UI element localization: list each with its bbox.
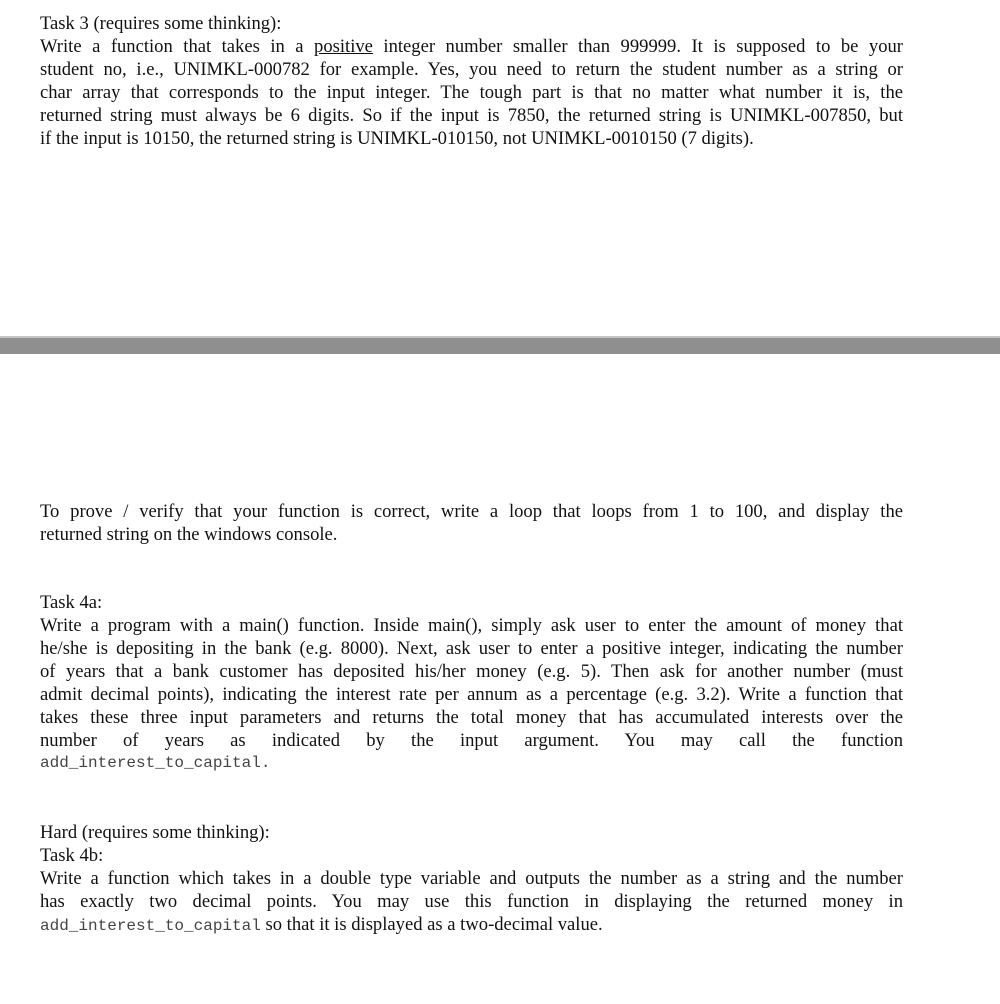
task4b-section	[40, 821, 903, 936]
task3-continued-section	[40, 500, 903, 546]
task4b-heading: Task 4b:	[40, 845, 104, 866]
task4a-line-1: Write a program with a main() function. Inside main(), simply ask user to enter the amount of money that	[40, 615, 903, 636]
task4b-heading-hard: Hard (requires some thinking):	[40, 822, 270, 843]
task4a-line-5: takes these three input parameters and returns the total money that has accumulated interests over the	[40, 707, 903, 728]
task4a-section	[40, 591, 903, 775]
task3-line-1-pre: Write a function that takes in a	[40, 36, 315, 57]
task3-line-4: returned string must always be 6 digits. So if the input is 7850, the returned string is UNIMKL-007850, but	[40, 105, 903, 126]
task4a-line-3: of years that a bank customer has deposited his/her money (e.g. 5). Then ask for another number (must	[40, 661, 903, 682]
task4b-line-2: has exactly two decimal points. You may use this function in displaying the returned money in	[40, 891, 903, 912]
task3-line-3: char array that corresponds to the input integer. The tough part is that no matter what number it is, the	[40, 82, 903, 103]
task3-section	[40, 12, 903, 150]
task3-line-1-post: integer number smaller than 999999. It is supposed to be your	[372, 36, 903, 57]
task4b-line-1: Write a function which takes in a double type variable and outputs the number as a string and the number	[40, 868, 903, 889]
page-break-divider	[0, 336, 1000, 354]
task4a-line-4: admit decimal points), indicating the interest rate per annum as a percentage (e.g. 3.2). Write a function that	[40, 684, 903, 705]
task3-line-5: if the input is 10150, the returned string is UNIMKL-010150, not UNIMKL-0010150 (7 digits).	[40, 128, 754, 149]
task3-heading: Task 3 (requires some thinking):	[40, 13, 282, 34]
task4a-heading: Task 4a:	[40, 592, 103, 613]
task4b-line-3-post: so that it is displayed as a two-decimal value.	[260, 914, 603, 935]
task3-line-1	[40, 35, 903, 58]
task3-line-2: student no, i.e., UNIMKL-000782 for example. Yes, you need to return the student number as a string or	[40, 59, 903, 80]
task3-cont-line-1: To prove / verify that your function is correct, write a loop that loops from 1 to 100, and display the	[40, 501, 903, 522]
function-name-code-inline: add_interest_to_capital	[40, 917, 261, 935]
function-name-code: add_interest_to_capital.	[40, 754, 271, 772]
task4a-line-6: number of years as indicated by the input argument. You may call the function	[40, 730, 903, 751]
positive-underlined: positive	[314, 36, 373, 57]
task4a-line-2: he/she is depositing in the bank (e.g. 8000). Next, ask user to enter a positive integer, indicating the number	[40, 638, 903, 659]
task4b-line-3	[40, 913, 903, 936]
task3-cont-line-2: returned string on the windows console.	[40, 524, 338, 545]
